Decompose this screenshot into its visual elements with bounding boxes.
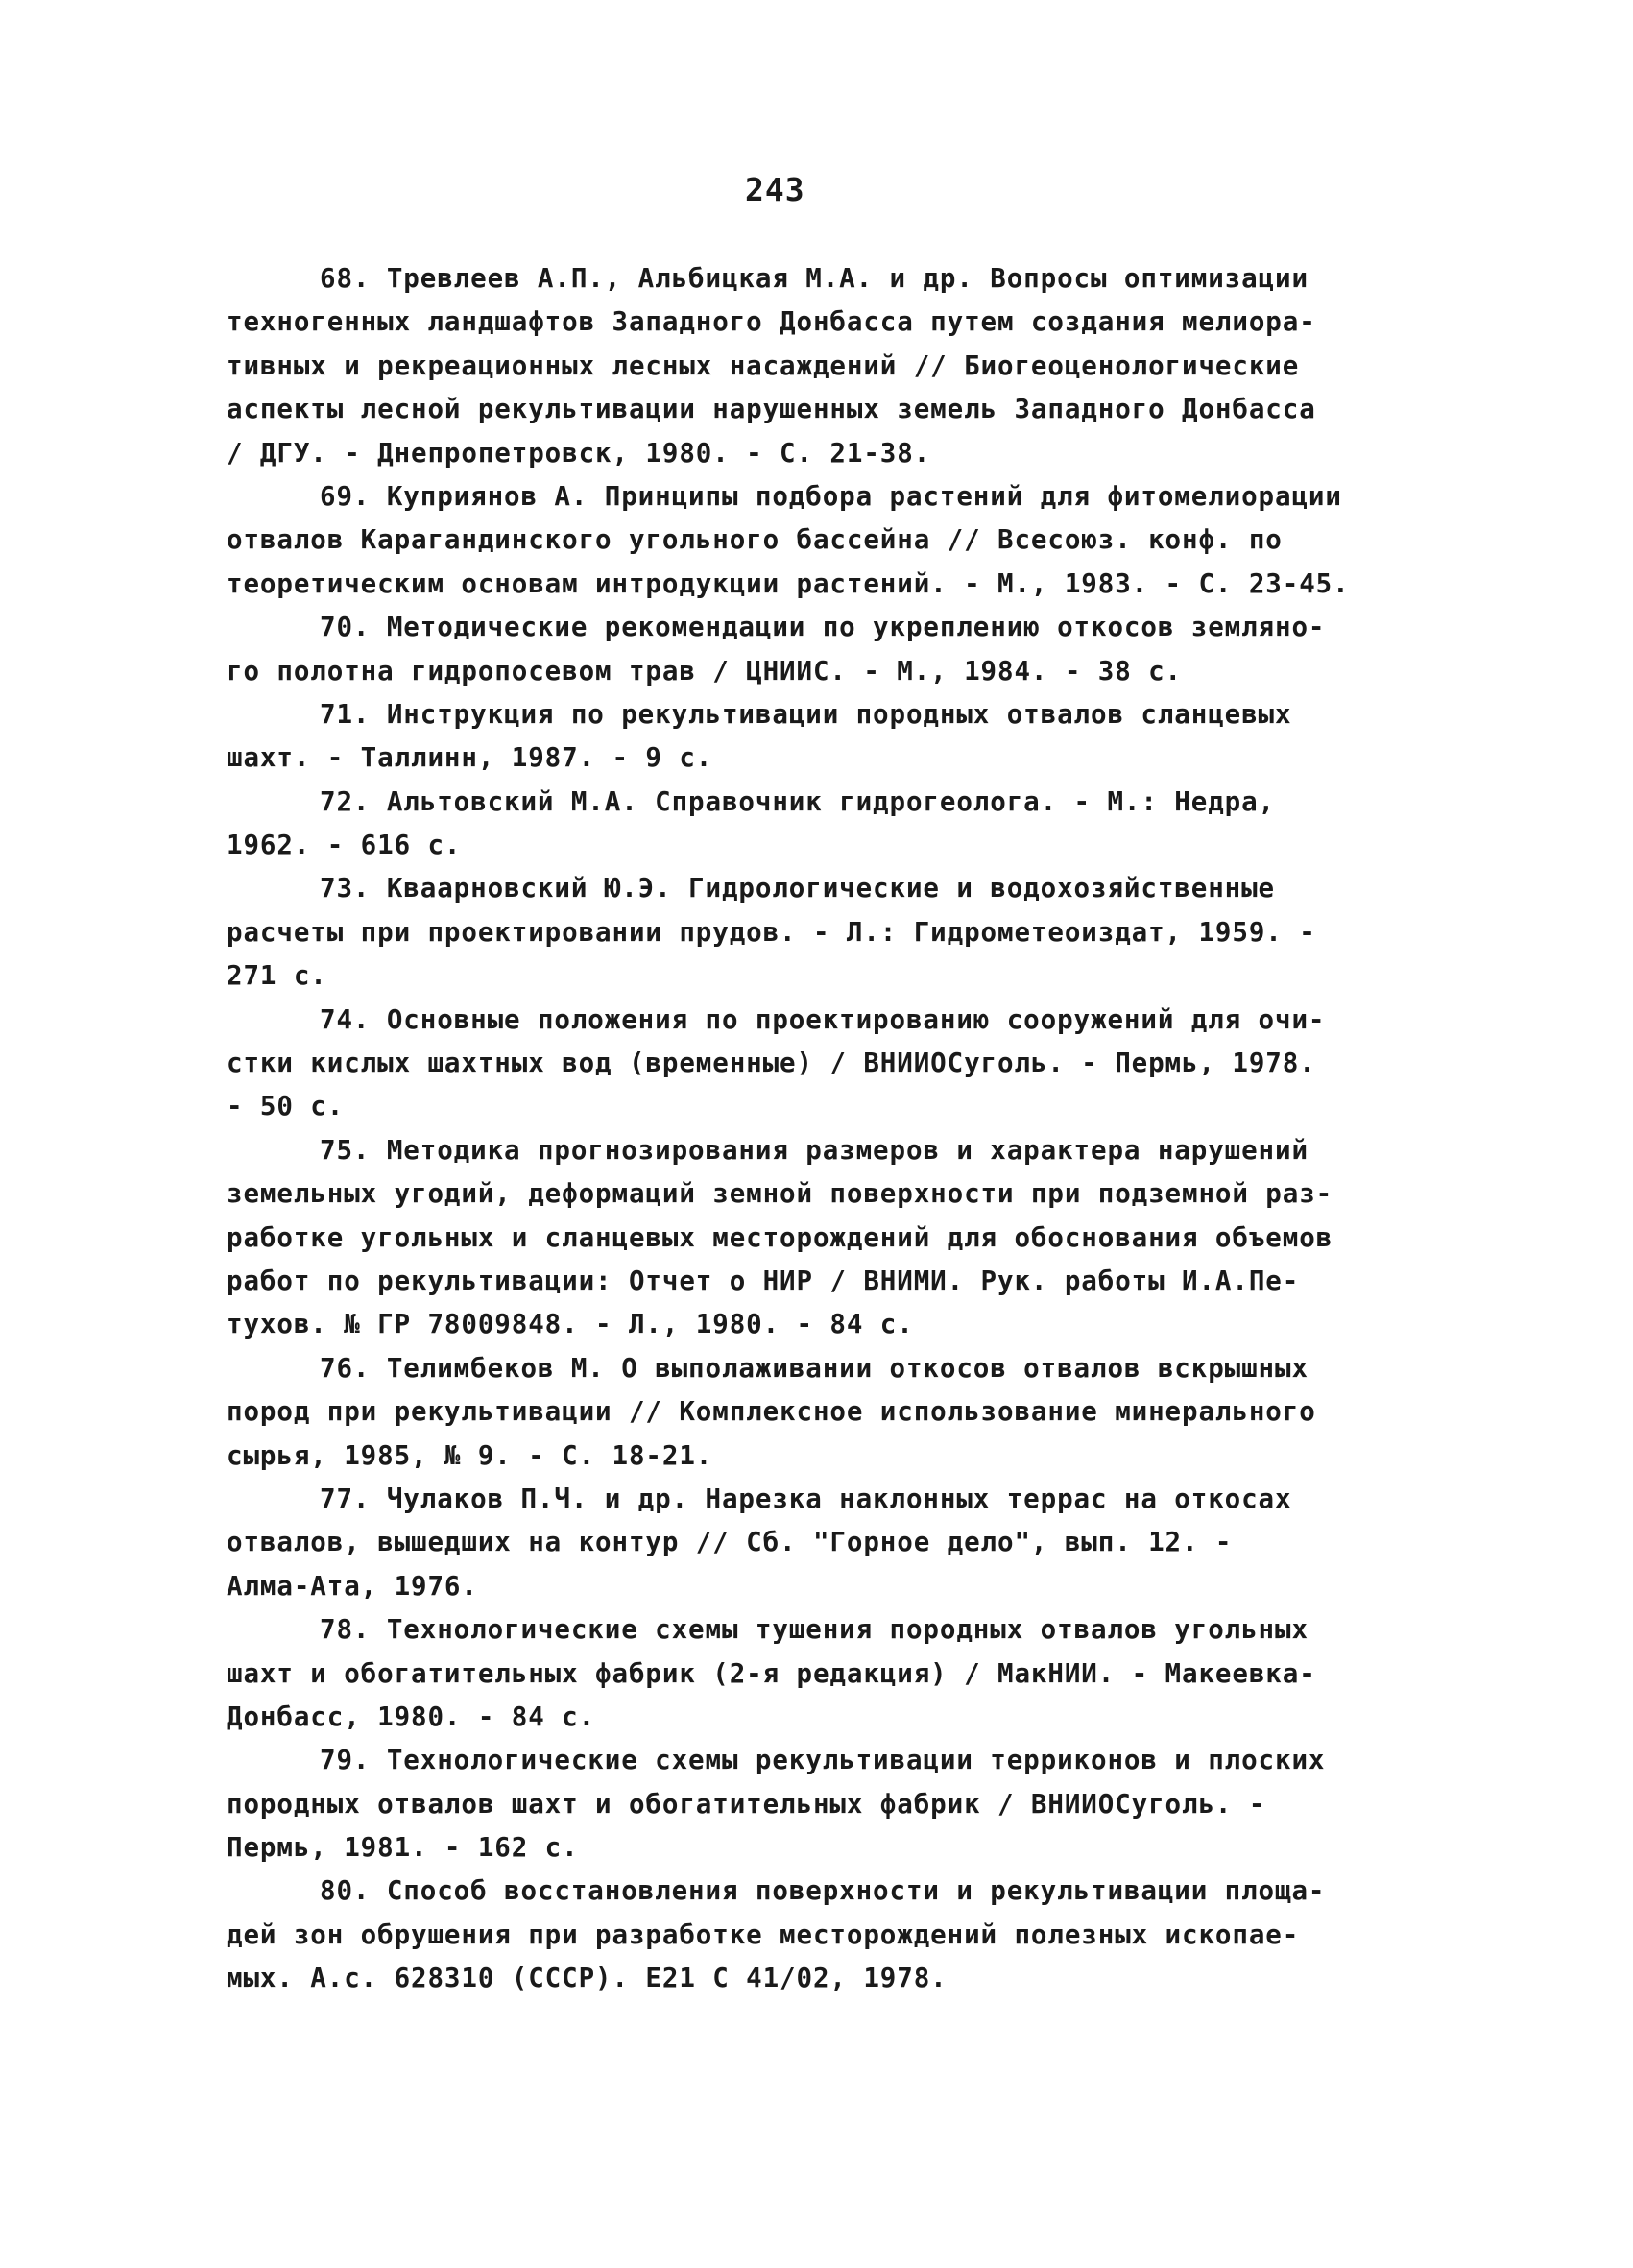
reference-77 bbox=[227, 1478, 1417, 1608]
reference-line: теоретическим основам интродукции растений. - М., 1983. - С. 23-45. bbox=[227, 567, 1350, 599]
reference-line: 80. Способ восстановления поверхности и рекультивации площа- bbox=[320, 1875, 1326, 1907]
reference-line: 70. Методические рекомендации по укреплению откосов земляно- bbox=[320, 612, 1326, 643]
reference-75 bbox=[227, 1129, 1417, 1347]
reference-74 bbox=[227, 999, 1417, 1129]
reference-line: мых. А.с. 628310 (СССР). Е21 С 41/02, 1978. bbox=[227, 1963, 948, 1994]
reference-line: 74. Основные положения по проектированию сооружений для очи- bbox=[320, 1003, 1326, 1035]
reference-78 bbox=[227, 1608, 1417, 1739]
reference-line: сырья, 1985, № 9. - С. 18-21. bbox=[227, 1439, 713, 1471]
reference-line: 271 с. bbox=[227, 960, 327, 992]
reference-76 bbox=[227, 1347, 1417, 1478]
reference-line: 73. Кваарновский Ю.Э. Гидрологические и водохозяйственные bbox=[320, 873, 1276, 905]
reference-70 bbox=[227, 606, 1417, 693]
reference-line: отвалов Карагандинского угольного бассейна // Всесоюз. конф. по bbox=[227, 524, 1283, 556]
reference-line: техногенных ландшафтов Западного Донбасса путем создания мелиора- bbox=[227, 306, 1316, 338]
reference-line: 77. Чулаков П.Ч. и др. Нарезка наклонных террас на откосах bbox=[320, 1483, 1292, 1514]
reference-line: отвалов, вышедших на контур // Сб. "Горное дело", вып. 12. - bbox=[227, 1527, 1233, 1558]
reference-73 bbox=[227, 867, 1417, 998]
reference-68 bbox=[227, 257, 1417, 475]
reference-line: тухов. № ГР 78009848. - Л., 1980. - 84 с. bbox=[227, 1309, 914, 1340]
reference-line: / ДГУ. - Днепропетровск, 1980. - С. 21-38. bbox=[227, 437, 931, 469]
reference-line: тивных и рекреационных лесных насаждений // Биогеоценологические bbox=[227, 350, 1300, 381]
reference-line: дей зон обрушения при разработке месторождений полезных ископае- bbox=[227, 1918, 1300, 1950]
reference-line: Донбасс, 1980. - 84 с. bbox=[227, 1701, 596, 1732]
reference-line: 75. Методика прогнозирования размеров и характера нарушений bbox=[320, 1134, 1309, 1166]
reference-line: работ по рекультивации: Отчет о НИР / ВНИМИ. Рук. работы И.А.Пе- bbox=[227, 1265, 1300, 1296]
reference-72 bbox=[227, 781, 1417, 868]
reference-line: го полотна гидропосевом трав / ЦНИИС. - М., 1984. - 38 с. bbox=[227, 655, 1183, 687]
reference-line: аспекты лесной рекультивации нарушенных земель Западного Донбасса bbox=[227, 394, 1316, 425]
reference-line: шахт и обогатительных фабрик (2-я редакция) / МакНИИ. - Макеевка- bbox=[227, 1657, 1316, 1689]
reference-79 bbox=[227, 1739, 1417, 1870]
reference-line: 68. Тревлеев А.П., Альбицкая М.А. и др. Вопросы оптимизации bbox=[320, 263, 1309, 294]
reference-line: работке угольных и сланцевых месторождений для обоснования объемов bbox=[227, 1221, 1333, 1253]
reference-line: 79. Технологические схемы рекультивации терриконов и плоских bbox=[320, 1745, 1326, 1776]
reference-line: расчеты при проектировании прудов. - Л.: Гидрометеоиздат, 1959. - bbox=[227, 916, 1316, 948]
reference-line: шахт. - Таллинн, 1987. - 9 с. bbox=[227, 742, 713, 774]
reference-line: 69. Куприянов А. Принципы подбора растений для фитомелиорации bbox=[320, 480, 1342, 512]
reference-line: породных отвалов шахт и обогатительных фабрик / ВНИИОСуголь. - bbox=[227, 1788, 1266, 1820]
reference-line: стки кислых шахтных вод (временные) / ВНИИОСуголь. - Пермь, 1978. bbox=[227, 1048, 1316, 1079]
reference-71 bbox=[227, 693, 1417, 781]
reference-line: 78. Технологические схемы тушения породных отвалов угольных bbox=[320, 1614, 1309, 1646]
reference-line: - 50 с. bbox=[227, 1091, 345, 1122]
reference-line: Пермь, 1981. - 162 с. bbox=[227, 1832, 579, 1864]
reference-list bbox=[227, 257, 1417, 2001]
reference-line: пород при рекультивации // Комплексное использование минерального bbox=[227, 1396, 1316, 1428]
reference-line: 71. Инструкция по рекультивации породных отвалов сланцевых bbox=[320, 698, 1292, 730]
page-number: 243 bbox=[745, 171, 805, 208]
reference-80 bbox=[227, 1870, 1417, 2000]
reference-line: 76. Телимбеков М. О выполаживании откосов отвалов вскрышных bbox=[320, 1352, 1309, 1384]
reference-line: 1962. - 616 с. bbox=[227, 830, 462, 861]
reference-69 bbox=[227, 475, 1417, 606]
reference-line: 72. Альтовский М.А. Справочник гидрогеолога. - М.: Недра, bbox=[320, 785, 1276, 817]
reference-line: земельных угодий, деформаций земной поверхности при подземной раз- bbox=[227, 1178, 1333, 1210]
reference-line: Алма-Ата, 1976. bbox=[227, 1570, 478, 1602]
